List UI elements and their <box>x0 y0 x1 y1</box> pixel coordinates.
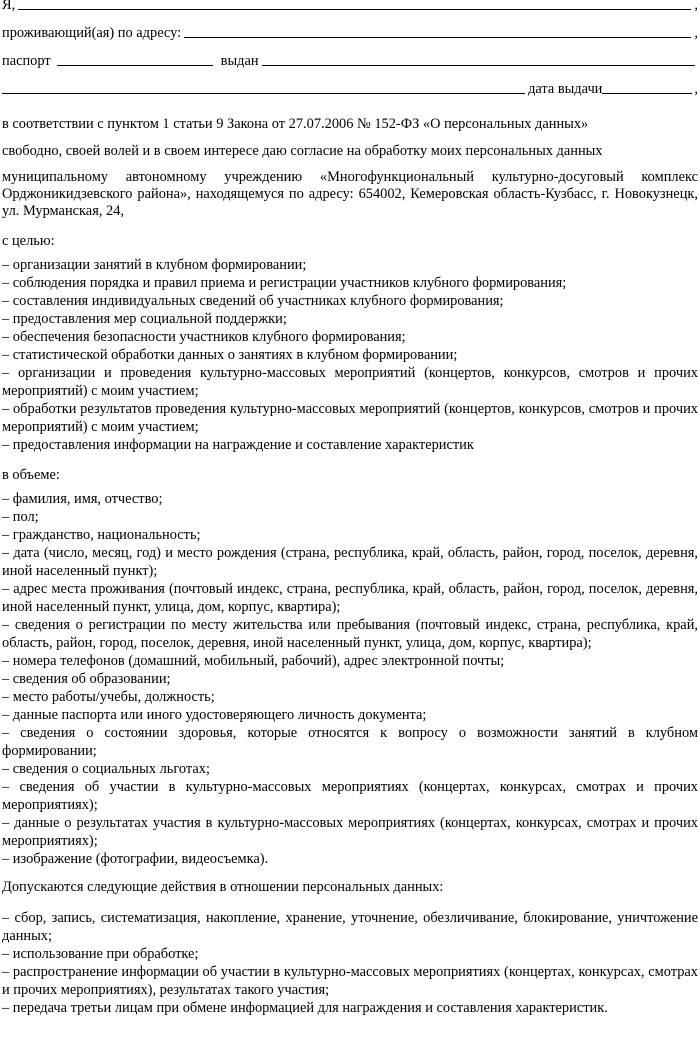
i-label: Я, <box>2 0 16 13</box>
passport-label: паспорт <box>2 53 51 69</box>
list-item: – обработки результатов проведения культурно-массовых мероприятий (концертов, конкурсов, смотров и прочих мероприятий) с моим участием; <box>2 401 698 435</box>
list-item: – сбор, запись, систематизация, накопление, хранение, уточнение, обезличивание, блокирование, уничтожение данных; <box>2 910 698 944</box>
address-label: проживающий(ая) по адресу: <box>2 25 182 41</box>
issued-by-continued-field[interactable] <box>2 93 525 94</box>
list-item: – предоставления информации на награждение и составление характеристик <box>2 437 474 453</box>
list-item: – данные паспорта или иного удостоверяющего личность документа; <box>2 707 427 723</box>
address-comma: , <box>694 25 698 41</box>
passport-line <box>2 50 698 70</box>
law-reference: в соответствии с пунктом 1 статьи 9 Закона от 27.07.2006 № 152-ФЗ «О персональных данных» <box>2 116 589 132</box>
list-item: – место работы/учебы, должность; <box>2 689 215 705</box>
list-item: – обеспечения безопасности участников клубного формирования; <box>2 329 406 345</box>
issue-date-label: дата выдачи <box>528 81 603 97</box>
issued-by-field[interactable] <box>262 65 695 66</box>
list-item: – сведения об участии в культурно-массовых мероприятиях (концертах, конкурсах, смотрах и прочих мероприятиях); <box>2 779 698 813</box>
name-line <box>2 0 698 14</box>
list-item: – статистической обработки данных о занятиях в клубном формировании; <box>2 347 458 363</box>
actions-list <box>2 909 698 1017</box>
list-item: – предоставления мер социальной поддержки; <box>2 311 287 327</box>
list-item: – распространение информации об участии в культурно-массовых мероприятиях (концертах, конкурсах, смотрах и прочих мероприятиях), результатах такого участия; <box>2 964 698 998</box>
list-item: – составления индивидуальных сведений об участниках клубного формирования; <box>2 293 504 309</box>
list-item: – организации и проведения культурно-массовых мероприятий (концертов, конкурсов, смотров и прочих мероприятий) с моим участием; <box>2 365 698 399</box>
issue-date-field[interactable] <box>602 93 692 94</box>
list-item: – изображение (фотографии, видеосъемка). <box>2 851 269 867</box>
list-item: – передача третьи лицам при обмене информацией для награждения и составления характеристик. <box>2 1000 608 1016</box>
list-item: – сведения об образовании; <box>2 671 171 687</box>
list-item: – фамилия, имя, отчество; <box>2 491 163 507</box>
purposes-list <box>2 256 698 454</box>
passport-number-field[interactable] <box>57 65 213 66</box>
issue-date-line <box>2 78 698 98</box>
name-comma: , <box>694 0 698 13</box>
list-item: – данные о результатах участия в культурно-массовых мероприятиях (концертах, конкурсах, смотрах и прочих мероприятиях); <box>2 815 698 849</box>
issued-label: выдан <box>220 53 259 69</box>
free-will-statement: свободно, своей волей и в своем интересе даю согласие на обработку моих персональных данных <box>2 143 603 159</box>
list-item: – пол; <box>2 509 39 525</box>
name-field[interactable] <box>18 9 691 10</box>
list-item: – организации занятий в клубном формировании; <box>2 257 307 273</box>
scope-list <box>2 490 698 868</box>
consent-document <box>2 0 698 1017</box>
list-item: – дата (число, месяц, год) и место рождения (страна, республика, край, область, район, город, поселок, деревня, иной населенный пункт); <box>2 545 698 579</box>
list-item: – сведения о состоянии здоровья, которые относятся к вопросу о возможности занятий в клубном формировании; <box>2 725 698 759</box>
issue-date-comma: , <box>694 81 698 97</box>
list-item: – соблюдения порядка и правил приема и регистрации участников клубного формирования; <box>2 275 567 291</box>
actions-heading: Допускаются следующие действия в отношении персональных данных: <box>2 879 444 895</box>
list-item: – номера телефонов (домашний, мобильный, рабочий), адрес электронной почты; <box>2 653 505 669</box>
list-item: – сведения о социальных льготах; <box>2 761 210 777</box>
list-item: – использование при обработке; <box>2 946 199 962</box>
purposes-heading: с целью: <box>2 233 55 249</box>
scope-heading: в объеме: <box>2 467 60 483</box>
list-item: – гражданство, национальность; <box>2 527 201 543</box>
list-item: – сведения о регистрации по месту жительства или пребывания (почтовый индекс, страна, республика, край, область, район, город, поселок, деревня, иной населенный пункт, улица, дом, корпус, квартира); <box>2 617 698 651</box>
address-line <box>2 22 698 42</box>
operator-statement: муниципальному автономному учреждению «Многофункциональный культурно-досуговый комплекс Орджоникидзевского района», находящемуся по адресу: 654002, Кемеровская область-Кузбасс, г. Новокузнецк, ул. Мурманская, 24, <box>2 169 698 219</box>
list-item: – адрес места проживания (почтовый индекс, страна, республика, край, область, район, город, поселок, деревня, иной населенный пункт, улица, дом, корпус, квартира); <box>2 581 698 615</box>
address-field[interactable] <box>184 37 691 38</box>
